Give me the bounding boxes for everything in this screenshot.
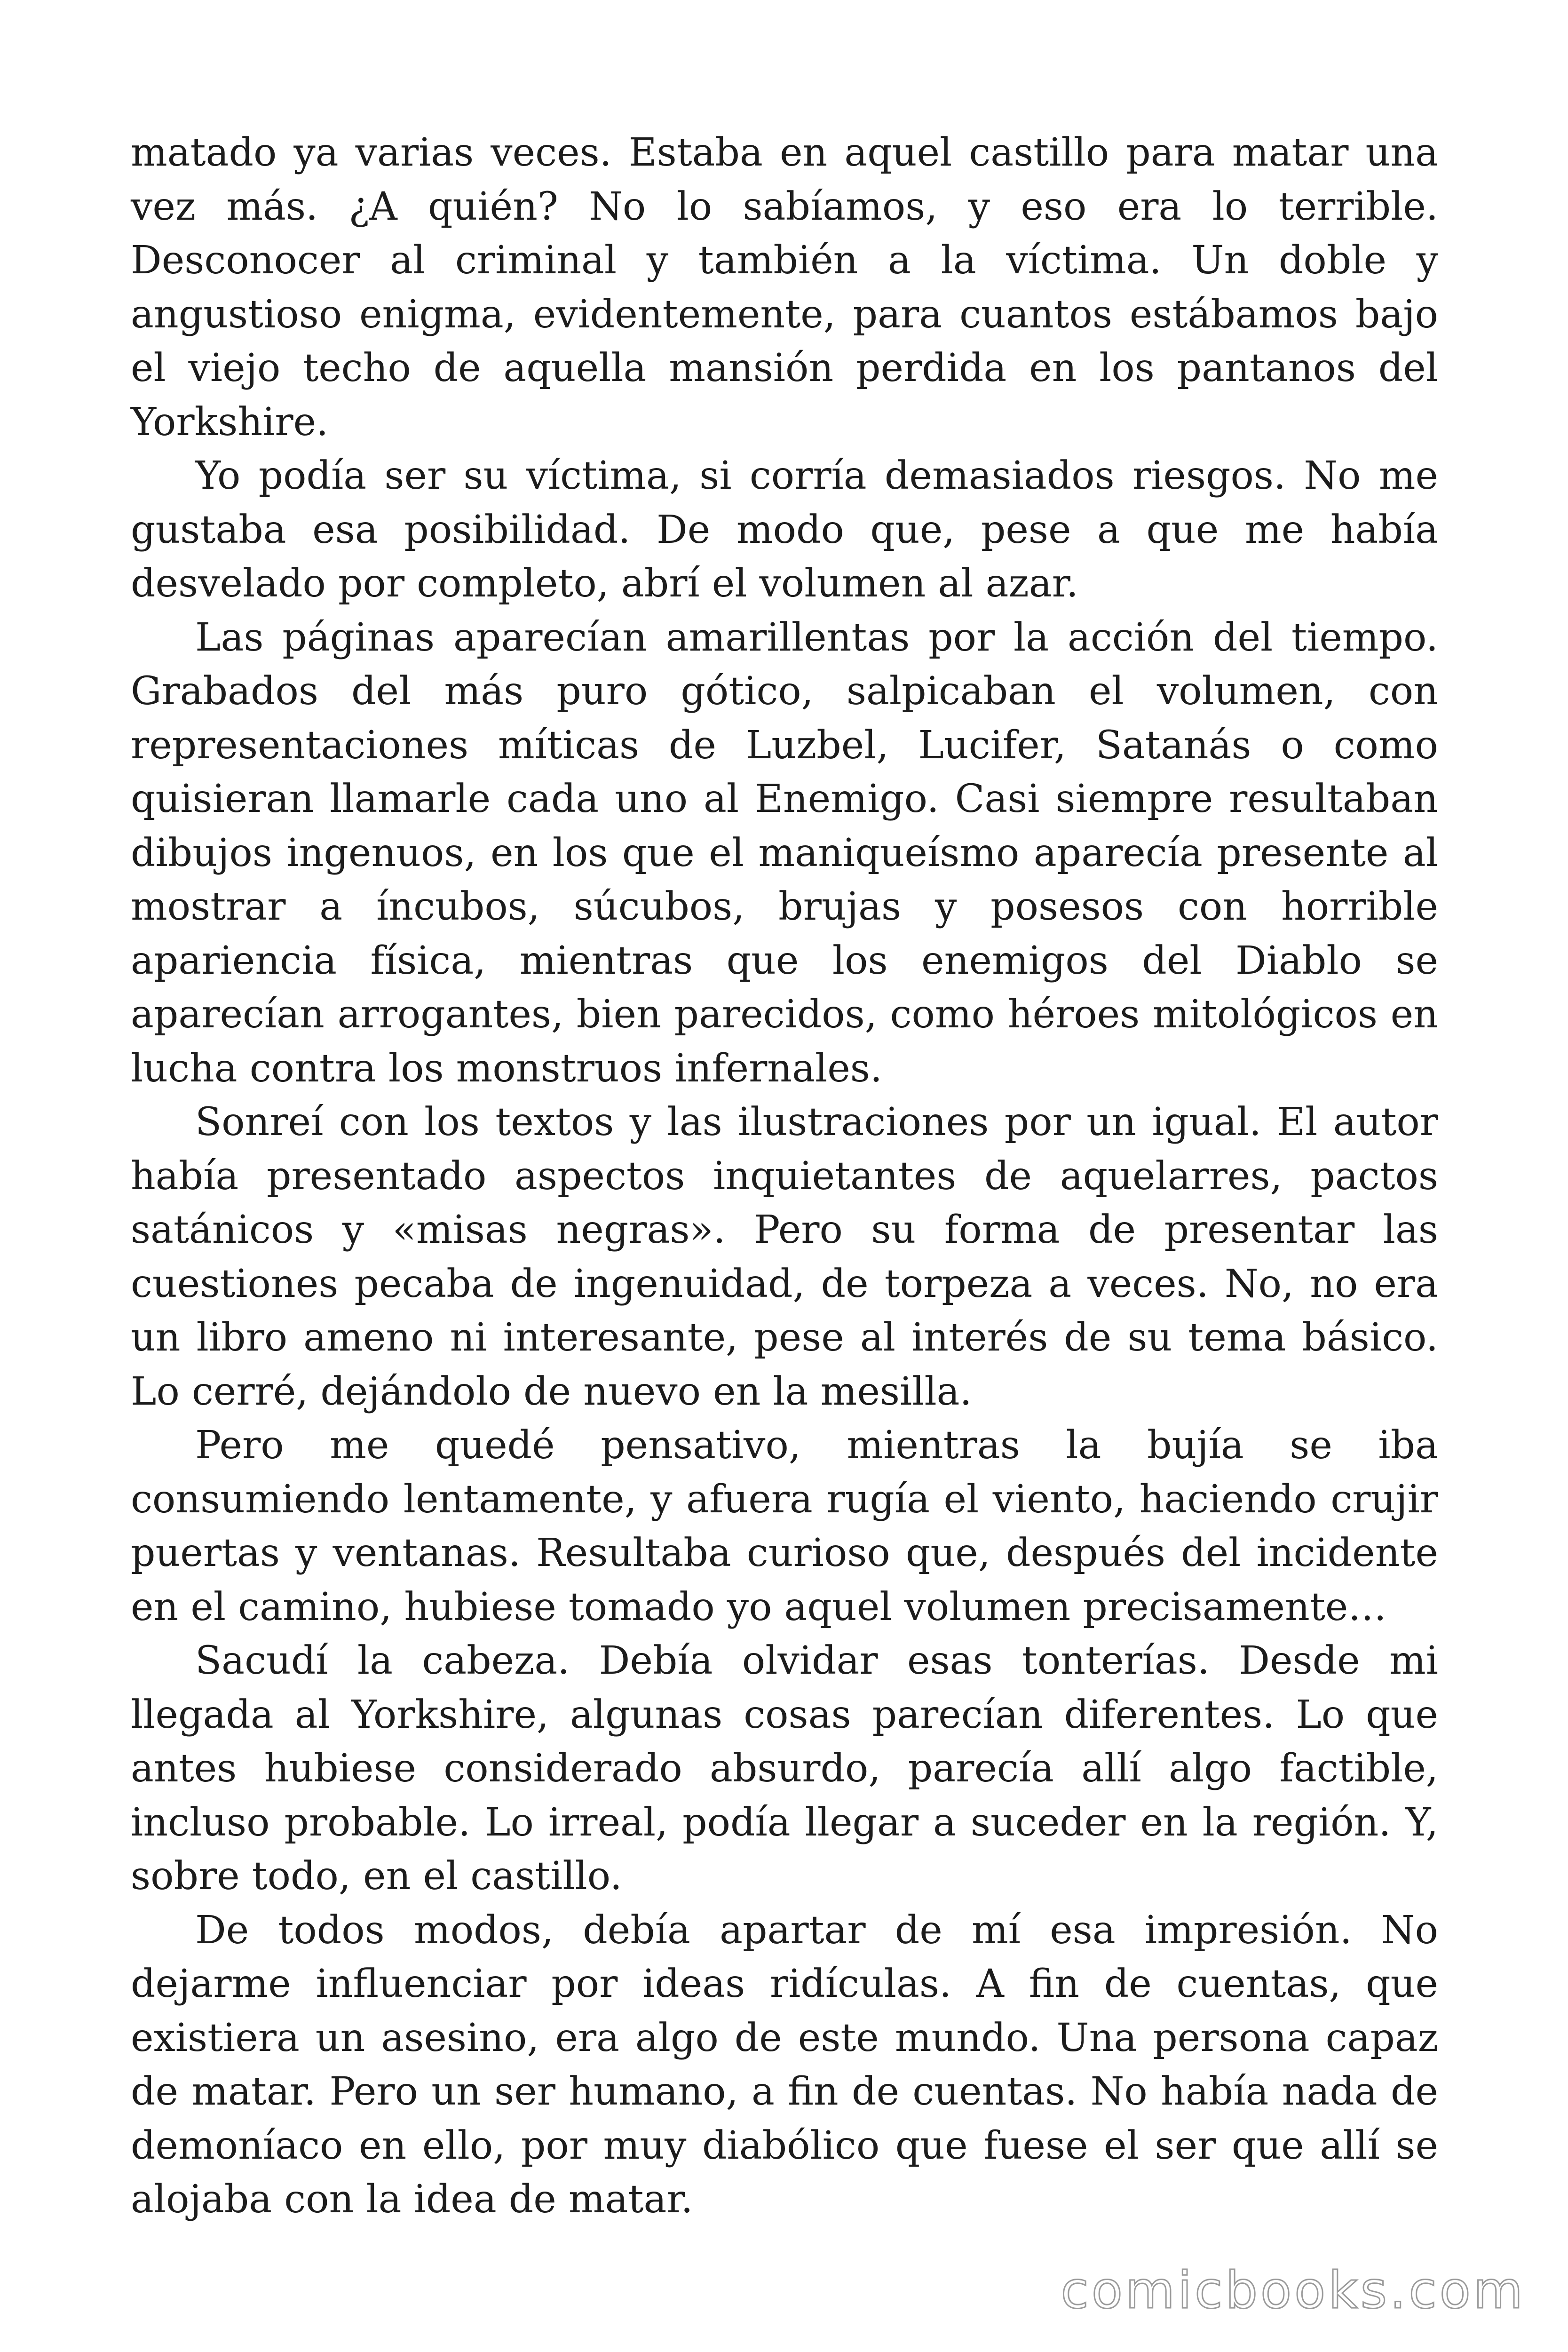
paragraph-6: Sacudí la cabeza. Debía olvidar esas tonterías. Desde mi llegada al Yorkshire, algunas cosas parecían diferentes. Lo que antes hubiese considerado absurdo, parecía allí algo factible, incluso probable. Lo irreal, podía llegar a suceder en la región. Y, sobre todo, en el castillo. [131,1638,1438,1899]
page-body [131,126,1438,2227]
watermark: comicbooks.com [1061,2261,1526,2320]
paragraph-1: matado ya varias veces. Estaba en aquel castillo para matar una vez más. ¿A quién? No lo sabíamos, y eso era lo terrible. Desconocer al criminal y también a la víctima. Un doble y angustioso enigma, evidentemente, para cuantos estábamos bajo el viejo techo de aquella mansión perdida en los pantanos del Yorkshire. [131,130,1438,445]
paragraph-2: Yo podía ser su víctima, si corría demasiados riesgos. No me gustaba esa posibilidad. De modo que, pese a que me había desvelado por completo, abrí el volumen al azar. [131,453,1438,606]
paragraph-3: Las páginas aparecían amarillentas por la acción del tiempo. Grabados del más puro gótico, salpicaban el volumen, con representaciones míticas de Luzbel, Lucifer, Satanás o como quisieran llamarle cada uno al Enemigo. Casi siempre resultaban dibujos ingenuos, en los que el maniqueísmo aparecía presente al mostrar a íncubos, súcubos, brujas y posesos con horrible apariencia física, mientras que los enemigos del Diablo se aparecían arrogantes, bien parecidos, como héroes mitológicos en lucha contra los monstruos infernales. [131,615,1438,1091]
paragraph-4: Sonreí con los textos y las ilustraciones por un igual. El autor había presentado aspectos inquietantes de aquelarres, pactos satánicos y «misas negras». Pero su forma de presentar las cuestiones pecaba de ingenuidad, de torpeza a veces. No, no era un libro ameno ni interesante, pese al interés de su tema básico. Lo cerré, dejándolo de nuevo en la mesilla. [131,1100,1438,1414]
paragraph-5: Pero me quedé pensativo, mientras la bujía se iba consumiendo lentamente, y afuera rugía el viento, haciendo crujir puertas y ventanas. Resultaba curioso que, después del incidente en el camino, hubiese tomado yo aquel volumen precisamente… [131,1423,1438,1629]
paragraph-7: De todos modos, debía apartar de mí esa impresión. No dejarme influenciar por ideas ridículas. A fin de cuentas, que existiera un asesino, era algo de este mundo. Una persona capaz de matar. Pero un ser humano, a fin de cuentas. No había nada de demoníaco en ello, por muy diabólico que fuese el ser que allí se alojaba con la idea de matar. [131,1907,1438,2222]
